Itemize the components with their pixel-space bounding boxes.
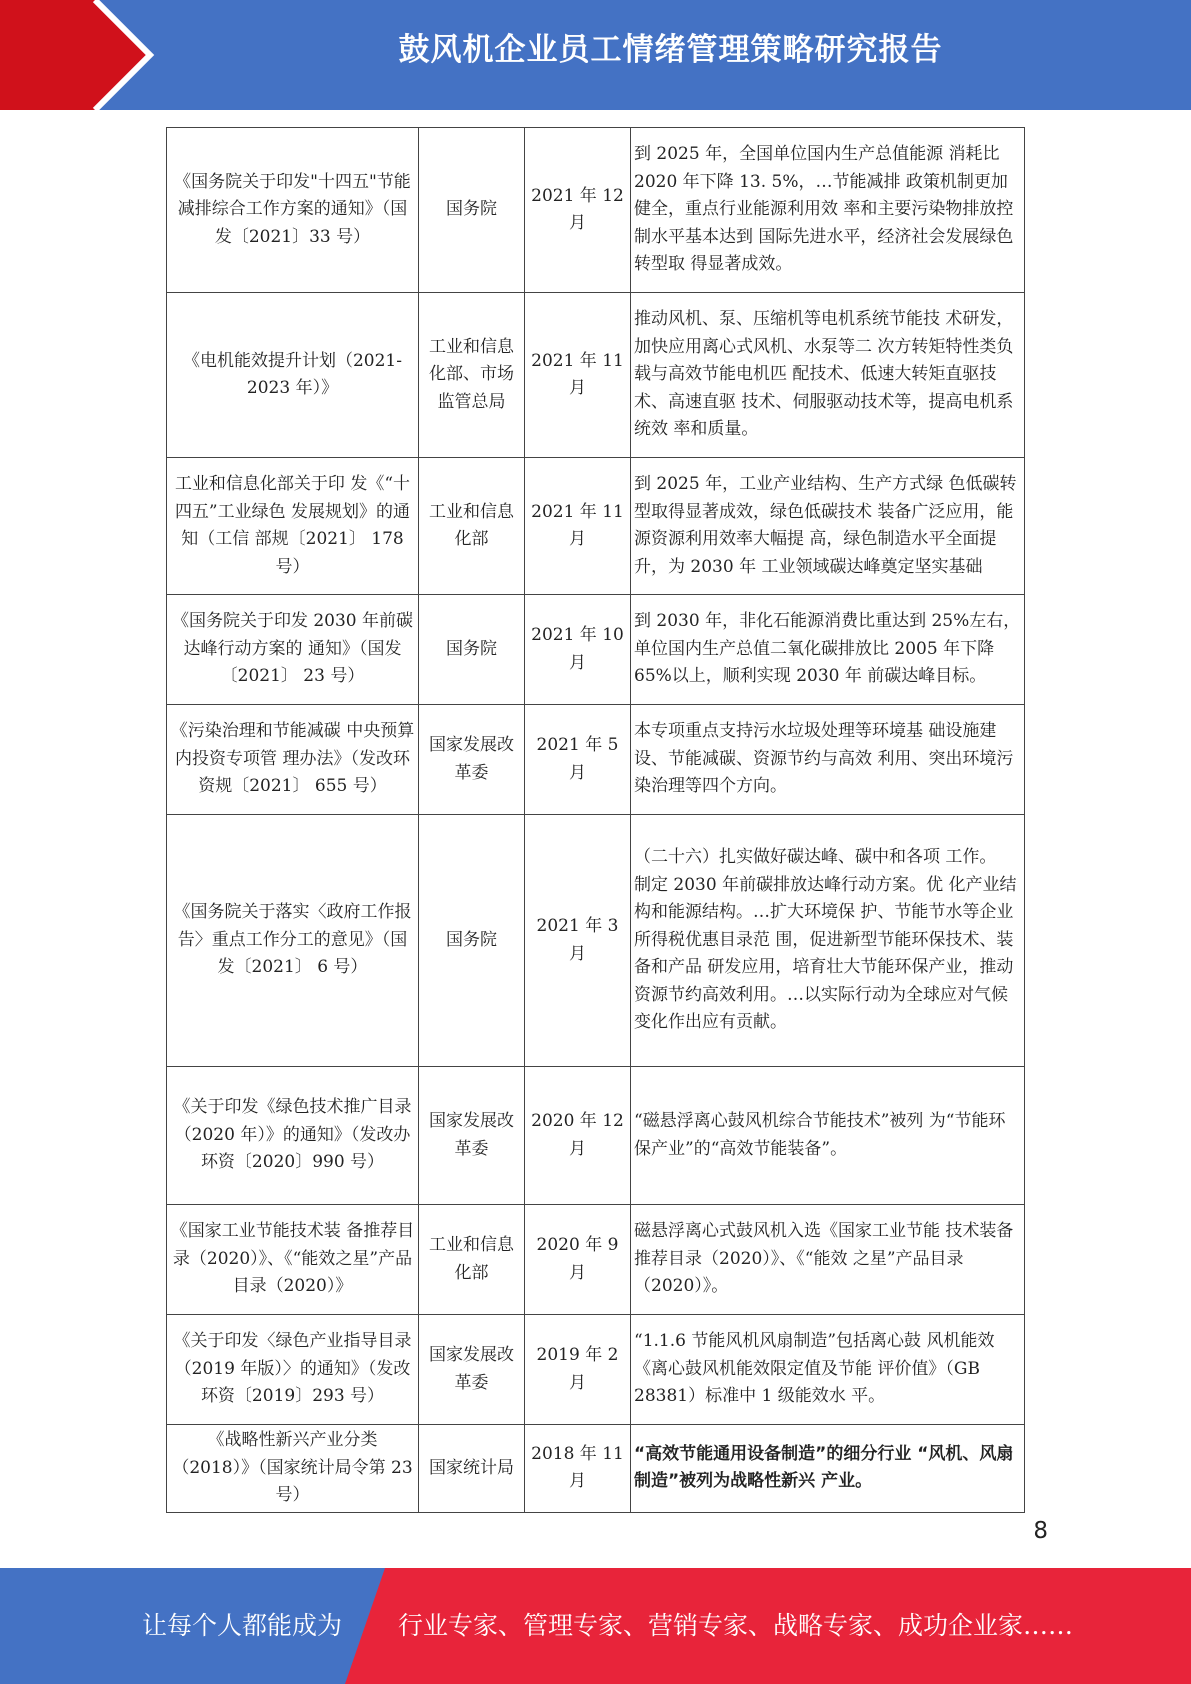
policy-document-cell: 《国务院关于印发"十四五"节能减排综合工作方案的通知》（国发〔2021〕33 号） <box>167 128 419 293</box>
date-cell: 2021 年 12 月 <box>525 128 631 293</box>
policy-table-body <box>167 128 1025 1513</box>
issuer-cell: 国务院 <box>419 128 525 293</box>
table-row <box>167 1425 1025 1513</box>
content-cell: 推动风机、泵、压缩机等电机系统节能技 术研发，加快应用离心式风机、水泵等二 次方转矩特性类负载与高效节能电机匹 配技术、低速大转矩直驱技术、高速直驱 技术、伺服驱动技术等，提高电机系统效 率和质量。 <box>631 293 1025 458</box>
content-cell: （二十六）扎实做好碳达峰、碳中和各项 工作。 制定 2030 年前碳排放达峰行动方案。优 化产业结构和能源结构。…扩大环境保 护、节能节水等企业所得税优惠目录范 围，促进新型节能环保技术、装备和产品 研发应用，培育壮大节能环保产业，推动 资源节约高效利用。…以实际行动为全球应对气候变化作出应有贡献。 <box>631 815 1025 1067</box>
report-title: 鼓风机企业员工情绪管理策略研究报告 <box>398 32 943 68</box>
date-cell: 2020 年 9 月 <box>525 1205 631 1315</box>
issuer-cell: 国家发展改革委 <box>419 1315 525 1425</box>
issuer-cell: 工业和信息化部 <box>419 458 525 595</box>
policy-document-cell: 《战略性新兴产业分类（2018）》（国家统计局令第 23 号） <box>167 1425 419 1513</box>
table-row <box>167 128 1025 293</box>
table-row <box>167 293 1025 458</box>
table-row <box>167 705 1025 815</box>
date-cell: 2021 年 5 月 <box>525 705 631 815</box>
issuer-cell: 国务院 <box>419 595 525 705</box>
policy-document-cell: 工业和信息化部关于印 发《“十四五”工业绿色 发展规划》的通知（工信 部规〔2021〕 178 号） <box>167 458 419 595</box>
table-row <box>167 815 1025 1067</box>
issuer-cell: 国家发展改革委 <box>419 705 525 815</box>
footer-slogan-left: 让每个人都能成为 <box>142 1611 343 1640</box>
policy-document-cell: 《污染治理和节能减碳 中央预算内投资专项管 理办法》（发改环资规〔2021〕 655 号） <box>167 705 419 815</box>
policy-document-cell: 《关于印发《绿色技术推广目录（2020 年）》的通知》（发改办环资〔2020〕990 号） <box>167 1067 419 1205</box>
date-cell: 2019 年 2 月 <box>525 1315 631 1425</box>
content-cell: “高效节能通用设备制造”的细分行业 “风机、风扇制造”被列为战略性新兴 产业。 <box>631 1425 1025 1513</box>
content-cell: “磁悬浮离心鼓风机综合节能技术”被列 为“节能环保产业”的“高效节能装备”。 <box>631 1067 1025 1205</box>
policy-document-cell: 《电机能效提升计划（2021-2023 年）》 <box>167 293 419 458</box>
page-footer <box>0 1568 1191 1684</box>
date-cell: 2021 年 11 月 <box>525 458 631 595</box>
content-cell: 到 2025 年，全国单位国内生产总值能源 消耗比 2020 年下降 13. 5%，…节能减排 政策机制更加健全，重点行业能源利用效 率和主要污染物排放控制水平基本达到 国际先进水平，经济社会发展绿色转型取 得显著成效。 <box>631 128 1025 293</box>
content-cell: 到 2030 年，非化石能源消费比重达到 25%左右，单位国内生产总值二氧化碳排放比 2005 年下降 65%以上，顺利实现 2030 年 前碳达峰目标。 <box>631 595 1025 705</box>
table-row <box>167 458 1025 595</box>
table-row <box>167 1205 1025 1315</box>
policy-document-cell: 《国家工业节能技术装 备推荐目录（2020）》、《“能效之星”产品目录（2020）》 <box>167 1205 419 1315</box>
page-header <box>0 0 1191 110</box>
policy-document-cell: 《国务院关于印发 2030 年前碳达峰行动方案的 通知》（国发〔2021〕 23 号） <box>167 595 419 705</box>
issuer-cell: 国家统计局 <box>419 1425 525 1513</box>
issuer-cell: 工业和信息化部 <box>419 1205 525 1315</box>
issuer-cell: 国家发展改革委 <box>419 1067 525 1205</box>
table-row <box>167 1067 1025 1205</box>
content-cell: 磁悬浮离心式鼓风机入选《国家工业节能 技术装备推荐目录（2020）》、《“能效 之星”产品目录（2020）》。 <box>631 1205 1025 1315</box>
content-cell: 到 2025 年，工业产业结构、生产方式绿 色低碳转型取得显著成效，绿色低碳技术 装备广泛应用，能源资源利用效率大幅提 高，绿色制造水平全面提升，为 2030 年 工业领域碳达峰奠定坚实基础 <box>631 458 1025 595</box>
table-row <box>167 595 1025 705</box>
date-cell: 2021 年 10 月 <box>525 595 631 705</box>
page-number: 8 <box>1033 1518 1048 1544</box>
date-cell: 2020 年 12 月 <box>525 1067 631 1205</box>
footer-slogan-right: 行业专家、管理专家、营销专家、战略专家、成功企业家…… <box>398 1611 1074 1640</box>
policy-table <box>166 127 1025 1513</box>
date-cell: 2021 年 11 月 <box>525 293 631 458</box>
content-cell: “1.1.6 节能风机风扇制造”包括离心鼓 风机能效《离心鼓风机能效限定值及节能 评价值》（GB 28381）标准中 1 级能效水 平。 <box>631 1315 1025 1425</box>
policy-document-cell: 《国务院关于落实〈政府工作报告〉重点工作分工的意见》（国发〔2021〕 6 号） <box>167 815 419 1067</box>
policy-document-cell: 《关于印发〈绿色产业指导目录（2019 年版）〉的通知》（发改环资〔2019〕293 号） <box>167 1315 419 1425</box>
issuer-cell: 国务院 <box>419 815 525 1067</box>
table-row <box>167 1315 1025 1425</box>
issuer-cell: 工业和信息化部、市场监管总局 <box>419 293 525 458</box>
content-cell: 本专项重点支持污水垃圾处理等环境基 础设施建设、节能减碳、资源节约与高效 利用、突出环境污染治理等四个方向。 <box>631 705 1025 815</box>
date-cell: 2021 年 3 月 <box>525 815 631 1067</box>
date-cell: 2018 年 11 月 <box>525 1425 631 1513</box>
